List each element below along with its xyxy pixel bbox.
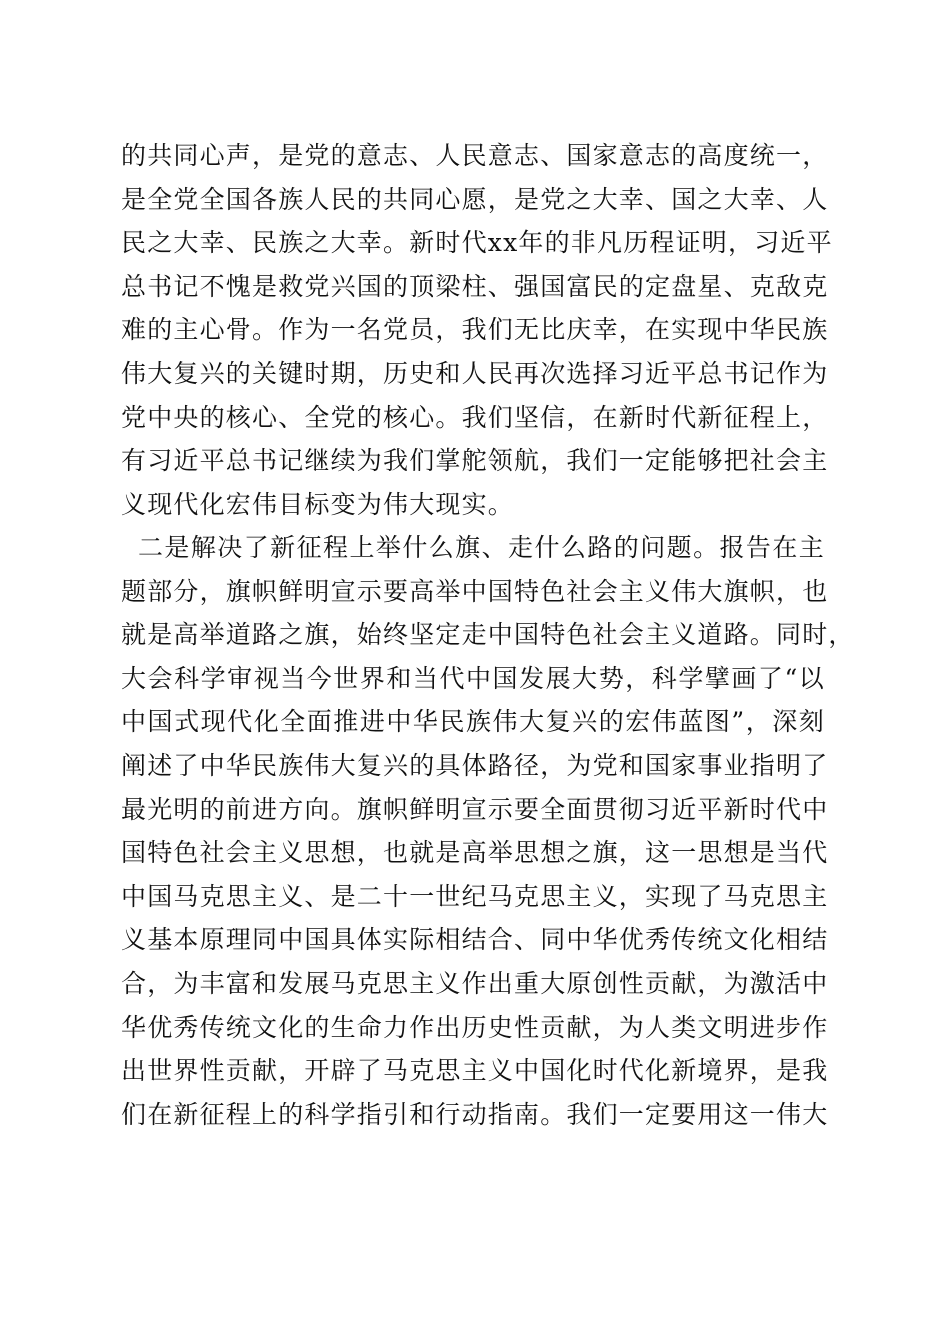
text-line: 题部分，旗帜鲜明宣示要高举中国特色社会主义伟大旗帜，也 [121, 576, 829, 606]
text-line: 阐述了中华民族伟大复兴的具体路径，为党和国家事业指明了 [121, 750, 829, 780]
text-line: 民之大幸、民族之大幸。新时代xx年的非凡历程证明，习近平 [121, 228, 833, 258]
text-line: 大会科学审视当今世界和当代中国发展大势，科学擘画了“以 [121, 663, 825, 693]
text-line: 二是解决了新征程上举什么旗、走什么路的问题。报告在主 [138, 533, 825, 562]
text-line: 中国式现代化全面推进中华民族伟大复兴的宏伟蓝图”，深刻 [121, 707, 825, 737]
text-line: 义现代化宏伟目标变为伟大现实。 [121, 489, 515, 519]
text-line: 中国马克思主义、是二十一世纪马克思主义，实现了马克思主 [121, 881, 829, 911]
text-line: 的共同心声，是党的意志、人民意志、国家意志的高度统一， [121, 141, 829, 170]
text-line: 义基本原理同中国具体实际相结合、同中华优秀传统文化相结 [121, 925, 829, 955]
text-line: 总书记不愧是救党兴国的顶梁柱、强国富民的定盘星、克敌克 [121, 271, 829, 301]
text-line: 是全党全国各族人民的共同心愿，是党之大幸、国之大幸、人 [121, 184, 829, 214]
text-line: 出世界性贡献，开辟了马克思主义中国化时代化新境界，是我 [121, 1056, 829, 1086]
paragraph-p1 [121, 134, 833, 526]
text-line: 伟大复兴的关键时期，历史和人民再次选择习近平总书记作为 [121, 358, 829, 388]
text-line: 党中央的核心、全党的核心。我们坚信，在新时代新征程上， [121, 402, 829, 432]
text-line: 难的主心骨。作为一名党员，我们无比庆幸，在实现中华民族 [121, 315, 829, 345]
text-line: 合，为丰富和发展马克思主义作出重大原创性贡献，为激活中 [121, 968, 829, 998]
text-line: 就是高举道路之旗，始终坚定走中国特色社会主义道路。同时， [121, 620, 855, 650]
text-line: 华优秀传统文化的生命力作出历史性贡献，为人类文明进步作 [121, 1012, 829, 1042]
text-line: 国特色社会主义思想，也就是高举思想之旗，这一思想是当代 [121, 838, 829, 868]
text-line: 有习近平总书记继续为我们掌舵领航，我们一定能够把社会主 [121, 446, 829, 476]
paragraph-p2 [121, 526, 855, 1136]
text-line: 们在新征程上的科学指引和行动指南。我们一定要用这一伟大 [121, 1099, 829, 1129]
text-line: 最光明的前进方向。旗帜鲜明宣示要全面贯彻习近平新时代中 [121, 794, 829, 824]
